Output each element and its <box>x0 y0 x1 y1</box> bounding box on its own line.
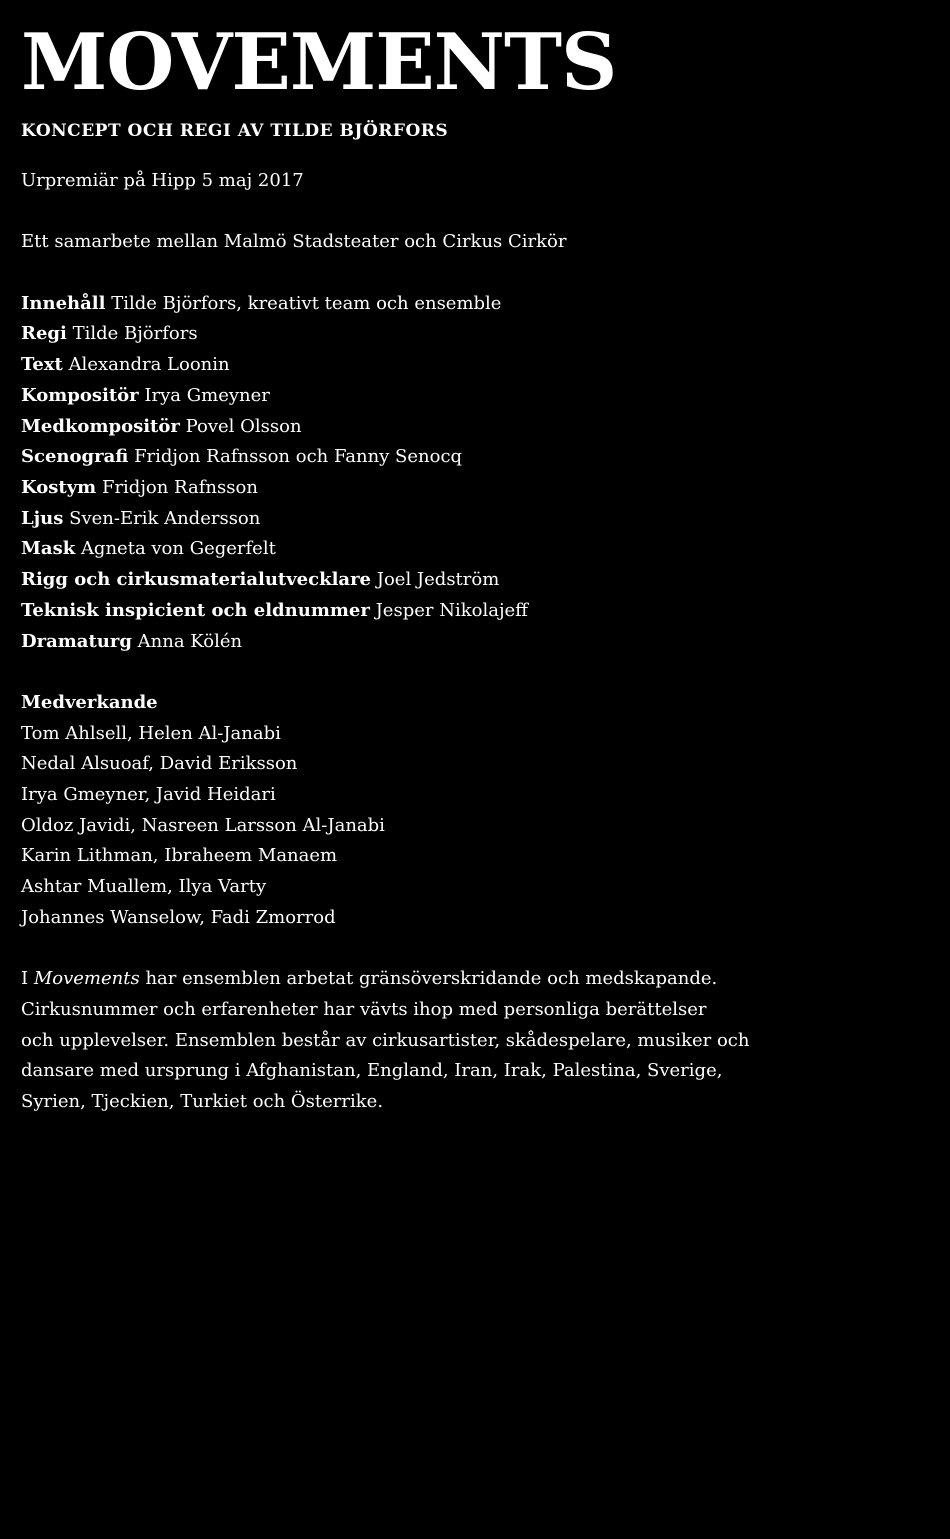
credits-list <box>21 289 930 657</box>
credit-role: Kostym <box>21 477 97 498</box>
credit-role: Text <box>21 354 63 376</box>
credit-row <box>21 319 930 350</box>
credit-name: Irya Gmeyner <box>144 384 270 406</box>
cast-row: Irya Gmeyner, Javid Heidari <box>21 784 276 806</box>
description-paragraph <box>21 964 930 1118</box>
cast-list <box>21 688 930 934</box>
credit-role: Ljus <box>21 507 64 529</box>
credit-row <box>21 534 930 565</box>
description-text: har ensemblen arbetat gränsöverskridande och medskapande. <box>139 968 718 990</box>
cast-row: Tom Ahlsell, Helen Al-Janabi <box>21 722 281 744</box>
credit-name: Povel Olsson <box>185 415 302 437</box>
description-line: Cirkusnummer och erfarenheter har vävts ihop med personliga berättelser <box>21 998 707 1020</box>
credit-row <box>21 473 930 504</box>
description-line: dansare med ursprung i Afghanistan, England, Iran, Irak, Palestina, Sverige, <box>21 1060 723 1082</box>
description-line: Syrien, Tjeckien, Turkiet och Österrike. <box>21 1091 384 1113</box>
credit-role: Rigg och cirkusmaterialutvecklare <box>21 569 372 591</box>
credit-role: Teknisk inspicient och eldnummer <box>21 599 370 621</box>
cast-row: Nedal Alsuoaf, David Eriksson <box>21 753 298 775</box>
credit-name: Sven-Erik Andersson <box>69 507 261 529</box>
credit-name: Tilde Björfors <box>72 323 198 345</box>
credit-name: Agneta von Gegerfelt <box>80 538 276 560</box>
credit-row <box>21 350 930 381</box>
premiere-text: Urpremiär på Hipp 5 maj 2017 <box>21 170 304 191</box>
credit-name: Fridjon Rafnsson och Fanny Senocq <box>134 446 463 468</box>
credit-name: Anna Kölén <box>137 630 243 652</box>
cast-row: Ashtar Muallem, Ilya Varty <box>21 876 267 898</box>
credit-role: Innehåll <box>21 292 106 314</box>
credit-role: Kompositör <box>21 384 139 406</box>
description-line: och upplevelser. Ensemblen består av cirkusartister, skådespelare, musiker och <box>21 1029 750 1051</box>
credit-row <box>21 289 930 320</box>
credit-role: Dramaturg <box>21 630 132 652</box>
credit-row <box>21 565 930 596</box>
credit-row <box>21 596 930 627</box>
cast-row: Karin Lithman, Ibraheem Manaem <box>21 845 338 867</box>
description-line <box>21 964 930 995</box>
credit-name: Jesper Nikolajeff <box>375 599 528 621</box>
credit-row <box>21 504 930 535</box>
credit-name: Fridjon Rafnsson <box>101 477 258 498</box>
credit-row <box>21 412 930 443</box>
credit-row <box>21 442 930 473</box>
credit-role: Mask <box>21 538 76 560</box>
credit-row <box>21 381 930 412</box>
credit-name: Tilde Björfors, kreativt team och ensemble <box>111 292 502 314</box>
production-title-italic: Movements <box>33 968 140 990</box>
page-subtitle: KONCEPT OCH REGI AV TILDE BJÖRFORS <box>21 121 449 141</box>
credit-role: Medkompositör <box>21 415 180 437</box>
collaboration-text: Ett samarbete mellan Malmö Stadsteater och Cirkus Cirkör <box>21 231 567 253</box>
credit-name: Alexandra Loonin <box>68 354 230 376</box>
cast-row: Johannes Wanselow, Fadi Zmorrod <box>21 906 336 928</box>
description-prefix: I <box>21 968 34 990</box>
page-title: MOVEMENTS <box>21 17 617 108</box>
cast-heading: Medverkande <box>21 691 158 713</box>
cast-row: Oldoz Javidi, Nasreen Larsson Al-Janabi <box>21 814 385 836</box>
credit-role: Regi <box>21 323 67 345</box>
credit-row <box>21 627 930 658</box>
credit-name: Joel Jedström <box>376 569 500 591</box>
credit-role: Scenografi <box>21 446 129 468</box>
